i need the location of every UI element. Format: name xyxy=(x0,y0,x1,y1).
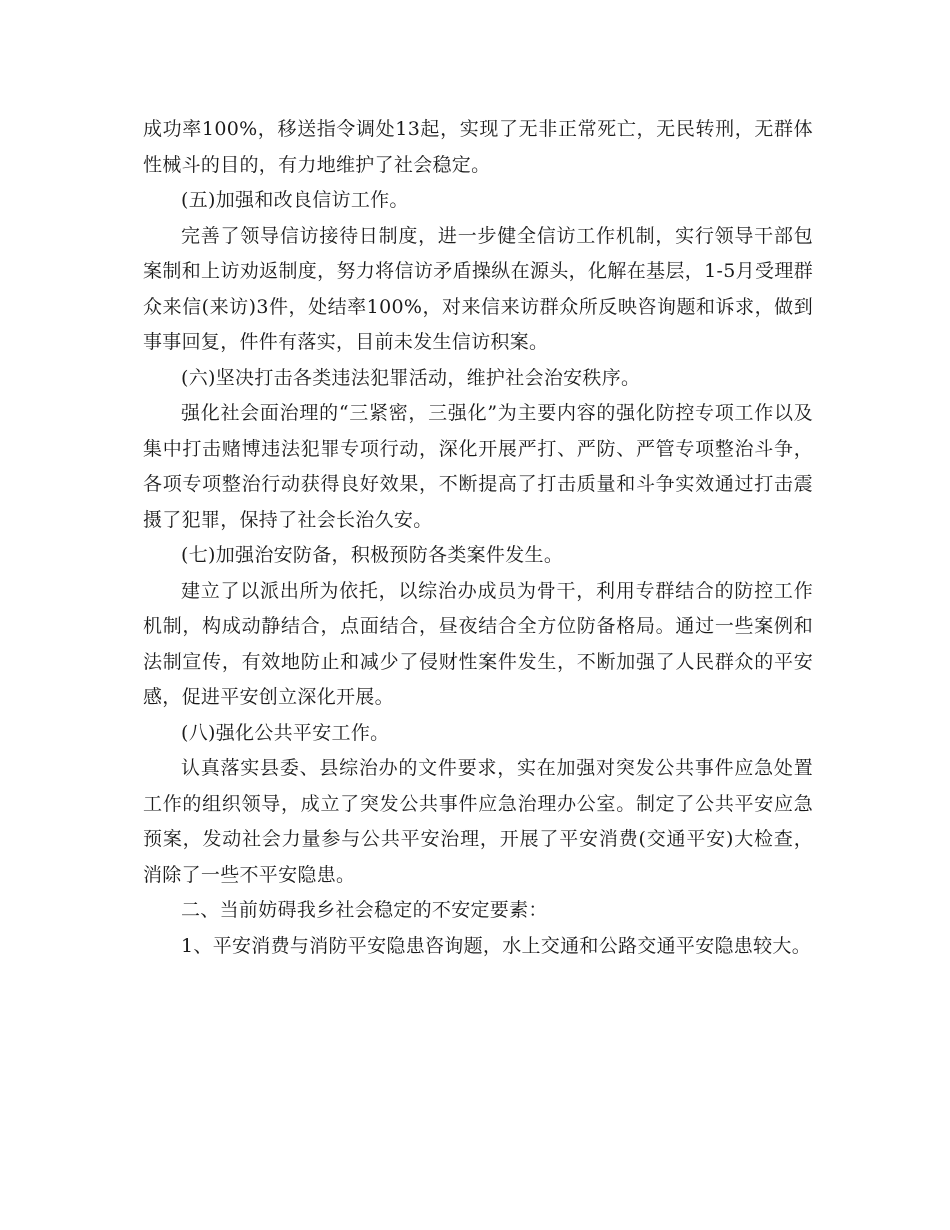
document-body xyxy=(143,112,813,964)
section-heading-5: (五)加强和改良信访工作。 xyxy=(181,189,409,211)
section-heading-7: (七)加强治安防备，积极预防各类案件发生。 xyxy=(181,544,564,566)
paragraph-4: 建立了以派出所为依托，以综治办成员为骨干，利用专群结合的防控工作机制，构成动静结合，点面结合，昼夜结合全方位防备格局。通过一些案例和法制宣传，有效地防止和减少了侵财性案件发生，不断加强了人民群众的平安感，促进平安创立深化开展。 xyxy=(143,579,813,708)
section-heading-8: (八)强化公共平安工作。 xyxy=(181,721,390,744)
paragraph-1: 成功率100%，移送指令调处13起，实现了无非正常死亡，无民转刑，无群体性械斗的目的，有力地维护了社会稳定。 xyxy=(143,118,813,176)
section-heading-6: (六)坚决打击各类违法犯罪活动，维护社会治安秩序。 xyxy=(181,366,641,389)
paragraph-5: 认真落实县委、县综治办的文件要求，实在加强对突发公共事件应急处置工作的组织领导，成立了突发公共事件应急治理办公室。制定了公共平安应急预案，发动社会力量参与公共平安治理，开展了平安消费(交通平安)大检查，消除了一些不平安隐患。 xyxy=(143,757,813,886)
list-item-1: 1、平安消费与消防平安隐患咨询题，水上交通和公路交通平安隐患较大。 xyxy=(181,934,811,957)
paragraph-2: 完善了领导信访接待日制度，进一步健全信访工作机制，实行领导干部包案制和上访劝返制度，努力将信访矛盾操纵在源头，化解在基层，1-5月受理群众来信(来访)3件，处结率100%，对来信来访群众所反映咨询题和诉求，做到事事回复，件件有落实，目前未发生信访积案。 xyxy=(143,224,813,353)
section-heading-2: 二、当前妨碍我乡社会稳定的不安定要素： xyxy=(181,899,548,921)
paragraph-3: 强化社会面治理的“三紧密，三强化”为主要内容的强化防控专项工作以及集中打击赌博违法犯罪专项行动，深化开展严打、严防、严管专项整治斗争，各项专项整治行动获得良好效果，不断提高了打击质量和斗争实效通过打击震摄了犯罪，保持了社会长治久安。 xyxy=(143,402,813,531)
